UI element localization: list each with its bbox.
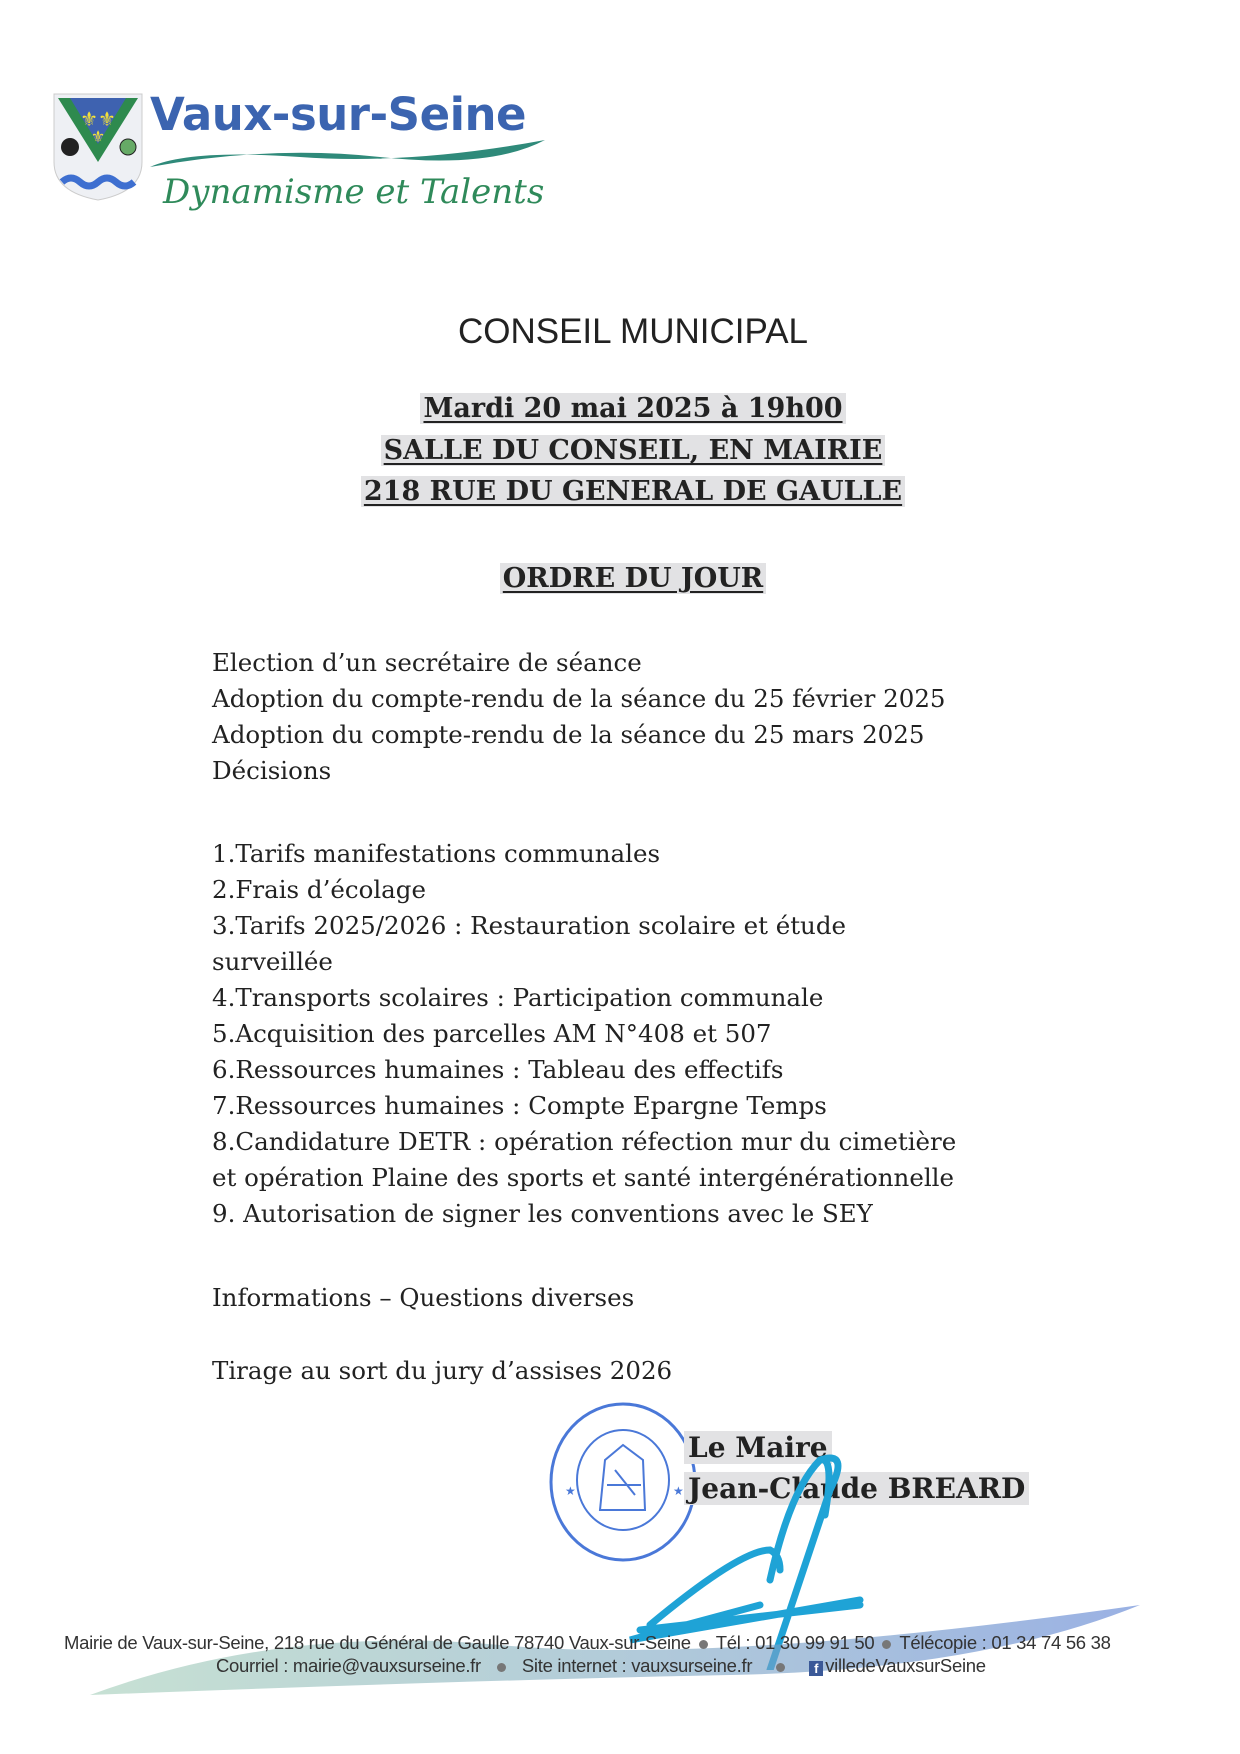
svg-text:⚜⚜: ⚜⚜ bbox=[80, 107, 116, 131]
agenda-line: Adoption du compte-rendu de la séance du 25 février 2025 bbox=[212, 684, 946, 713]
footer-address: Mairie de Vaux-sur-Seine, 218 rue du Général de Gaulle 78740 Vaux-sur-Seine bbox=[64, 1632, 691, 1653]
bullet-icon bbox=[497, 1663, 506, 1672]
meeting-place bbox=[0, 435, 1240, 466]
informations: Informations – Questions diverses bbox=[212, 1283, 635, 1312]
agenda-item: 2.Frais d’écolage bbox=[212, 875, 426, 904]
signatory-name-text: Jean-Claude BREARD bbox=[684, 1472, 1029, 1505]
agenda-item: surveillée bbox=[212, 947, 333, 976]
svg-text:★: ★ bbox=[565, 1484, 576, 1498]
agenda-title bbox=[0, 563, 1240, 594]
svg-text:★: ★ bbox=[673, 1484, 684, 1498]
bullet-icon bbox=[882, 1640, 891, 1649]
signatory-role-text: Le Maire bbox=[684, 1431, 832, 1464]
meeting-address-text: 218 RUE DU GENERAL DE GAULLE bbox=[361, 476, 905, 507]
agenda-items bbox=[212, 836, 956, 1232]
bullet-icon bbox=[699, 1640, 708, 1649]
meeting-place-text: SALLE DU CONSEIL, EN MAIRIE bbox=[381, 435, 886, 466]
agenda-item: 9. Autorisation de signer les conventions avec le SEY bbox=[212, 1199, 873, 1228]
agenda-item: 6.Ressources humaines : Tableau des effectifs bbox=[212, 1055, 784, 1084]
footer-line-1 bbox=[64, 1632, 1111, 1654]
agenda-line: Décisions bbox=[212, 756, 332, 785]
footer-fax: Télécopie : 01 34 74 56 38 bbox=[899, 1632, 1111, 1653]
agenda-item: 3.Tarifs 2025/2026 : Restauration scolaire et étude bbox=[212, 911, 847, 940]
agenda-item: 4.Transports scolaires : Participation communale bbox=[212, 983, 824, 1012]
page-title: CONSEIL MUNICIPAL bbox=[457, 312, 809, 351]
agenda-item: et opération Plaine des sports et santé intergénérationnelle bbox=[212, 1163, 955, 1192]
meeting-address bbox=[0, 476, 1240, 507]
agenda-title-text: ORDRE DU JOUR bbox=[500, 563, 766, 594]
agenda-line: Election d’un secrétaire de séance bbox=[212, 648, 642, 677]
footer-facebook[interactable]: villedeVauxsurSeine bbox=[825, 1655, 986, 1676]
agenda-item: 8.Candidature DETR : opération réfection mur du cimetière bbox=[212, 1127, 957, 1156]
footer-line-2 bbox=[216, 1655, 986, 1677]
svg-text:⚜: ⚜ bbox=[90, 127, 106, 146]
brand-slogan: Dynamisme et Talents bbox=[163, 172, 545, 212]
footer-email[interactable]: Courriel : mairie@vauxsurseine.fr bbox=[216, 1655, 481, 1676]
footer-site[interactable]: Site internet : vauxsurseine.fr bbox=[521, 1655, 753, 1676]
coat-of-arms-logo bbox=[52, 92, 152, 202]
agenda-intro bbox=[212, 645, 946, 789]
tirage: Tirage au sort du jury d’assises 2026 bbox=[212, 1356, 673, 1385]
meeting-date-text: Mardi 20 mai 2025 à 19h00 bbox=[420, 393, 845, 424]
facebook-icon: f bbox=[809, 1661, 823, 1676]
bullet-icon bbox=[776, 1663, 785, 1672]
agenda-item: 7.Ressources humaines : Compte Epargne Temps bbox=[212, 1091, 827, 1120]
meeting-date bbox=[0, 393, 1240, 424]
footer-tel: Tél : 01 30 99 91 50 bbox=[715, 1632, 875, 1653]
wave-decoration bbox=[150, 135, 550, 175]
agenda-item: 1.Tarifs manifestations communales bbox=[212, 839, 661, 868]
brand-name: Vaux-sur-Seine bbox=[150, 88, 527, 141]
agenda-line: Adoption du compte-rendu de la séance du 25 mars 2025 bbox=[212, 720, 925, 749]
agenda-item: 5.Acquisition des parcelles AM N°408 et 507 bbox=[212, 1019, 772, 1048]
